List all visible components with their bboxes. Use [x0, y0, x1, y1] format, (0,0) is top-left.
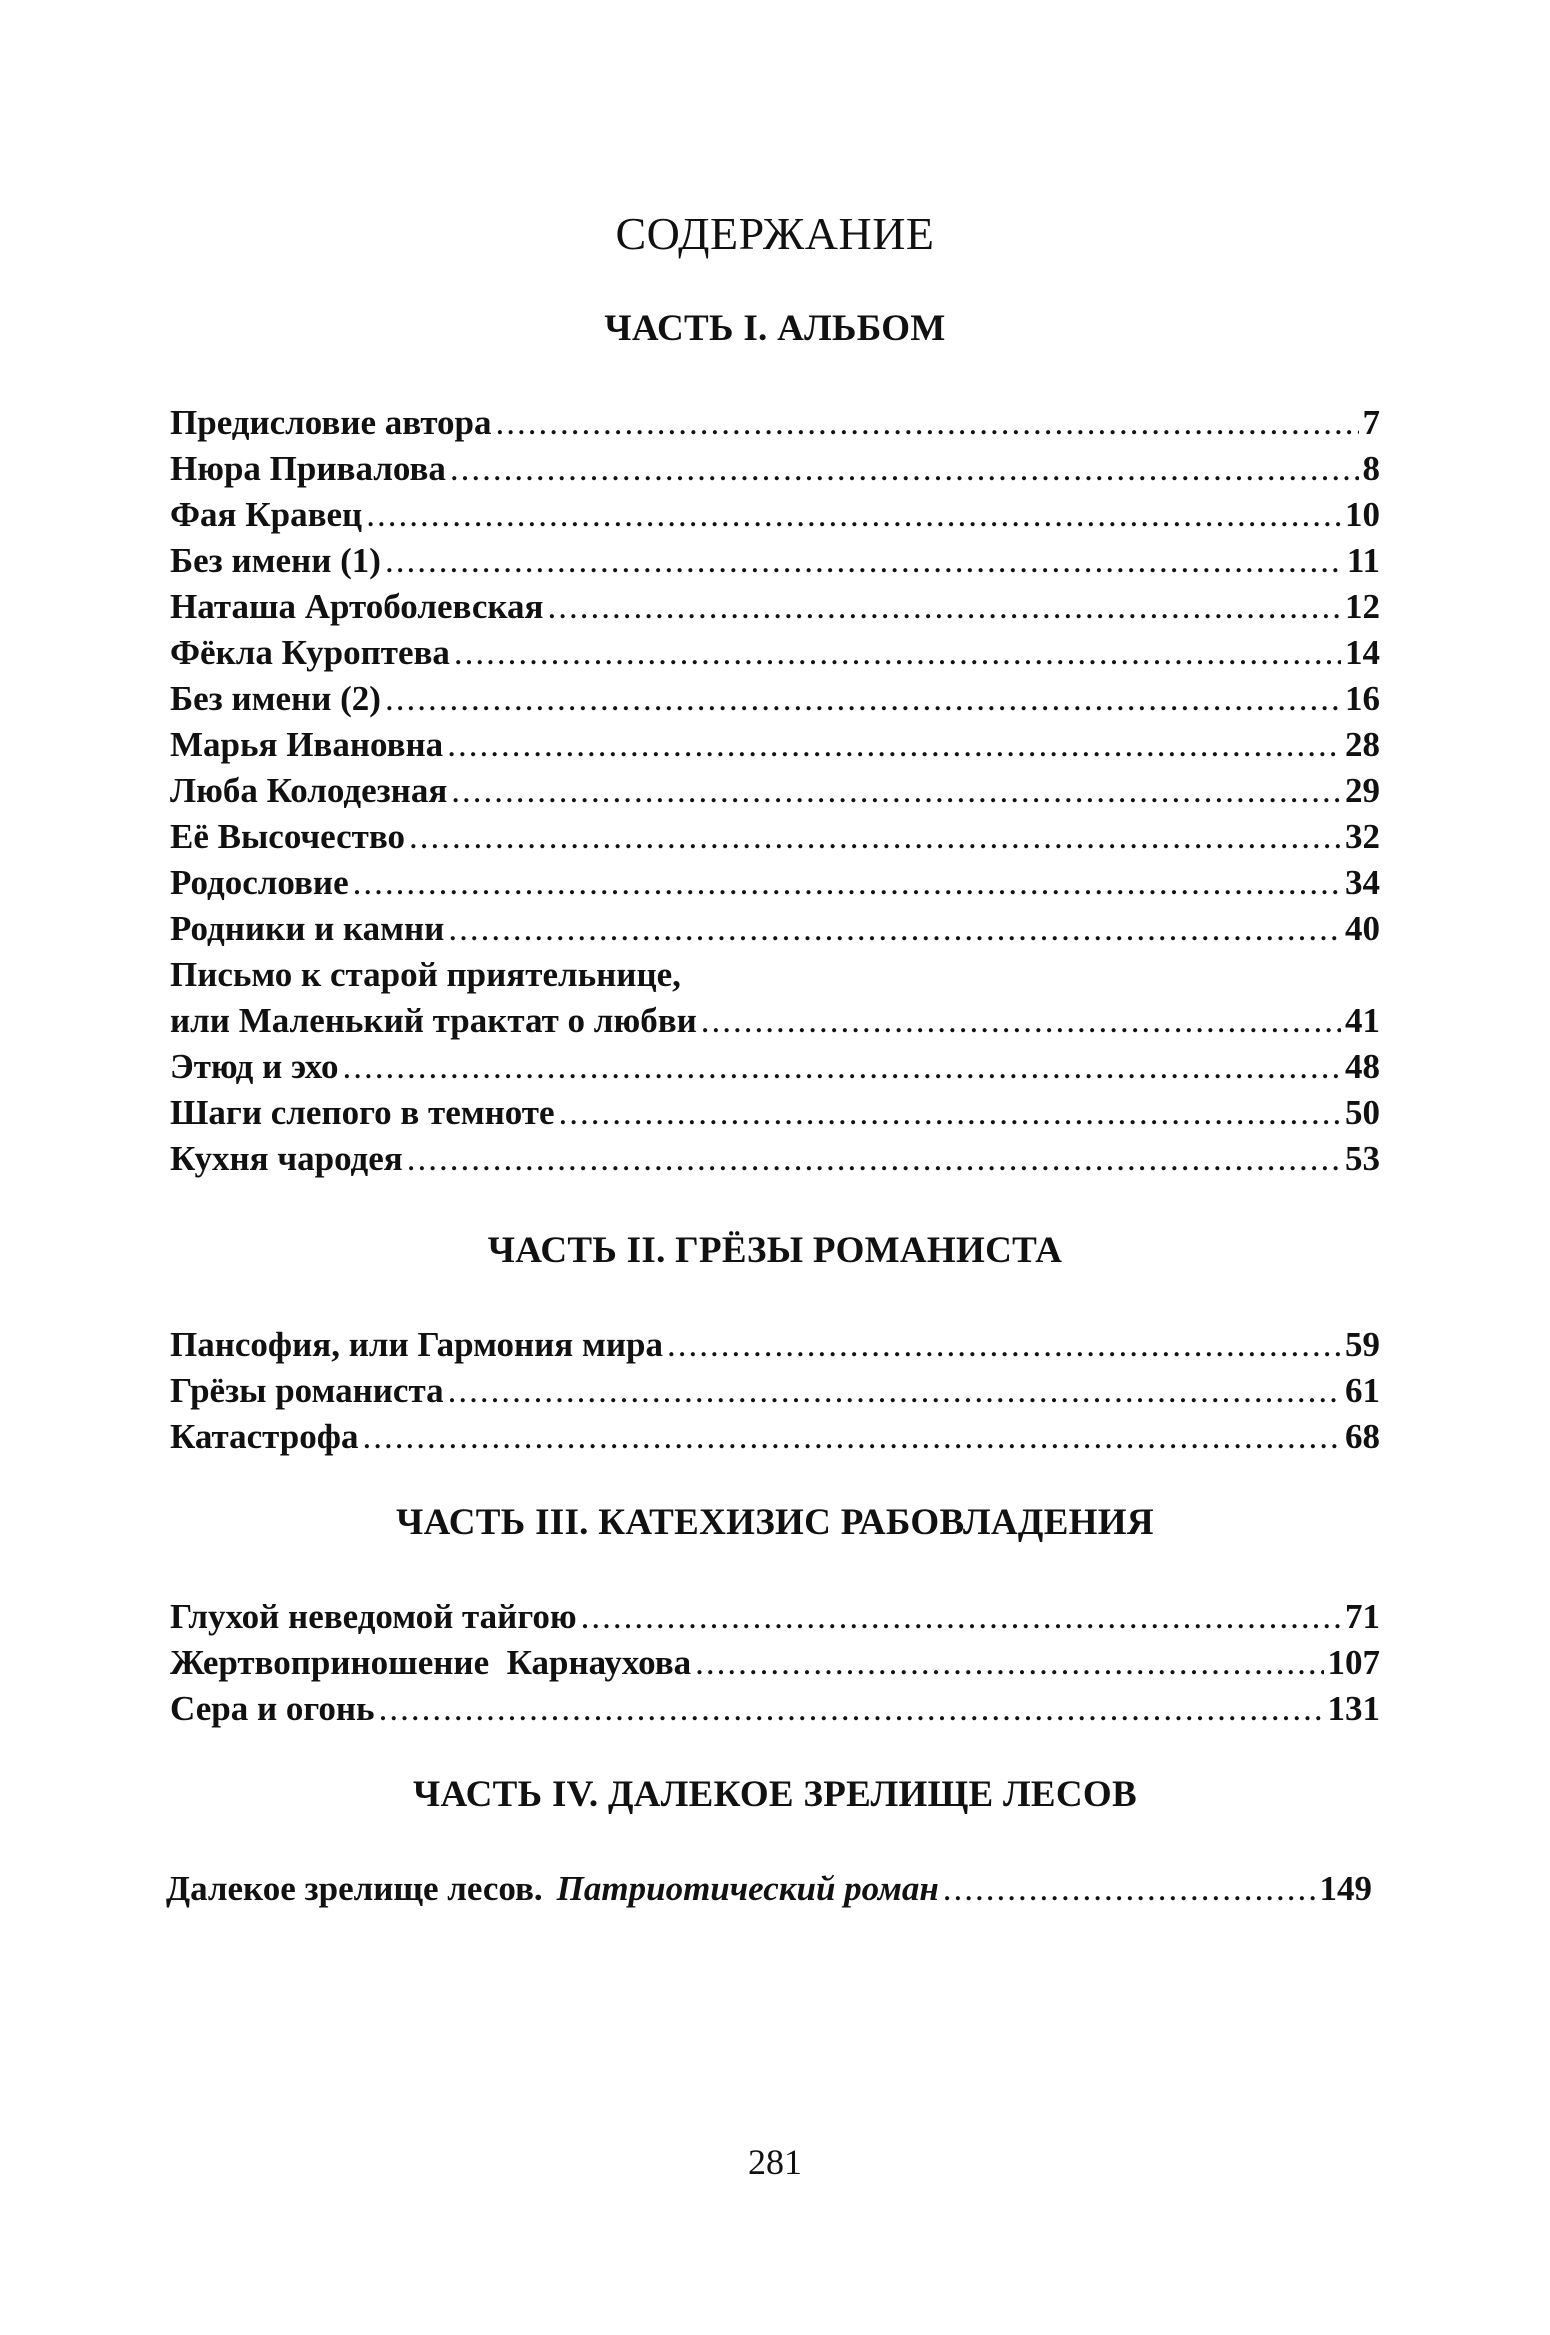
toc-entry-page: 32: [1345, 817, 1380, 856]
toc-entry: [170, 1090, 1380, 1136]
toc-entry: [170, 538, 1380, 584]
toc-entry-title: Марья Ивановна: [170, 725, 444, 764]
toc-entry-page: 12: [1345, 587, 1380, 626]
toc-entry-title: Грёзы романиста: [170, 1371, 444, 1410]
toc-entry: [170, 768, 1380, 814]
leader-dots: [943, 1866, 1316, 1912]
toc-entry: [170, 1136, 1380, 1182]
leader-dots: [448, 906, 1341, 952]
toc-entry: [170, 1594, 1380, 1640]
toc-entry: [170, 1322, 1380, 1368]
leader-dots: [407, 1136, 1341, 1182]
toc-entry-title: Люба Колодезная: [170, 771, 448, 810]
leader-dots: [379, 1686, 1324, 1732]
toc-entry-page: 8: [1362, 449, 1380, 488]
toc-entry-title: Нюра Привалова: [170, 449, 446, 488]
toc-entry-page: 10: [1345, 495, 1380, 534]
toc-entry-page: 68: [1345, 1417, 1380, 1456]
page-number: 281: [748, 2142, 802, 2182]
part-heading: ЧАСТЬ IV. ДАЛЕКОЕ ЗРЕЛИЩЕ ЛЕСОВ: [413, 1774, 1137, 1815]
toc-entry: [170, 906, 1380, 952]
toc-entry: [170, 1686, 1380, 1732]
toc-entry-title: Наташа Артоболевская: [170, 587, 544, 626]
toc-entry-title: Этюд и эхо: [170, 1047, 339, 1086]
toc-entry-title: Глухой неведомой тайгою: [170, 1597, 577, 1636]
toc-list-part-2: [170, 1322, 1380, 1460]
toc-entry-page: 71: [1345, 1597, 1380, 1636]
toc-entry-title: Сера и огонь: [170, 1689, 375, 1728]
toc-entry: [170, 860, 1380, 906]
leader-dots: [701, 998, 1341, 1044]
leader-dots: [451, 768, 1341, 814]
toc-entry-page: 50: [1345, 1093, 1380, 1132]
leader-dots: [385, 676, 1341, 722]
toc-entry: [166, 1866, 1372, 1912]
toc-entry-multiline: [170, 952, 1380, 1044]
toc-entry: [170, 814, 1380, 860]
toc-entry-page: 61: [1345, 1371, 1380, 1410]
toc-entry-title: Катастрофа: [170, 1417, 359, 1456]
leader-dots: [496, 400, 1359, 446]
toc-entry-title: Жертвоприношение Карнаухова: [170, 1643, 692, 1682]
toc-entry: [170, 630, 1380, 676]
leader-dots: [342, 1044, 1341, 1090]
toc-entry-page: 28: [1345, 725, 1380, 764]
toc-entry-page: 11: [1346, 541, 1380, 580]
toc-entry-title: Шаги слепого в темноте: [170, 1093, 555, 1132]
toc-entry-page: 48: [1345, 1047, 1380, 1086]
toc-entry: [170, 1414, 1380, 1460]
leader-dots: [366, 492, 1341, 538]
toc-entry: [170, 584, 1380, 630]
toc-entry-page: 34: [1345, 863, 1380, 902]
leader-dots: [667, 1322, 1341, 1368]
leader-dots: [450, 446, 1359, 492]
toc-entry-title: Родословие: [170, 863, 349, 902]
part-heading: ЧАСТЬ III. КАТЕХИЗИС РАБОВЛАДЕНИЯ: [396, 1502, 1154, 1543]
toc-entry-title: Фёкла Куроптева: [170, 633, 450, 672]
toc-entry: [170, 1368, 1380, 1414]
part-heading: ЧАСТЬ I. АЛЬБОМ: [604, 308, 946, 349]
toc-page-title: СОДЕРЖАНИЕ: [615, 208, 935, 259]
toc-entry: [170, 400, 1380, 446]
toc-entry: [170, 492, 1380, 538]
toc-entry: [170, 446, 1380, 492]
toc-entry-title: Пансофия, или Гармония мира: [170, 1325, 663, 1364]
toc-entry-page: 131: [1327, 1689, 1380, 1728]
toc-entry-title: Фая Кравец: [170, 495, 363, 534]
leader-dots: [448, 1368, 1341, 1414]
toc-entry-page: 40: [1345, 909, 1380, 948]
toc-entry-page: 16: [1345, 679, 1380, 718]
toc-entry-page: 14: [1345, 633, 1380, 672]
leader-dots: [353, 860, 1341, 906]
toc-entry-title-line-1: Письмо к старой приятельнице,: [170, 955, 681, 994]
toc-entry-subtitle: Патриотический роман: [556, 1869, 939, 1908]
leader-dots: [447, 722, 1341, 768]
leader-dots: [385, 538, 1343, 584]
toc-entry-title: Без имени (2): [170, 679, 381, 718]
toc-entry-page: 53: [1345, 1139, 1380, 1178]
part-heading: ЧАСТЬ II. ГРЁЗЫ РОМАНИСТА: [487, 1230, 1063, 1271]
toc-list-part-3: [170, 1594, 1380, 1732]
toc-entry-page: 29: [1345, 771, 1380, 810]
leader-dots: [454, 630, 1341, 676]
toc-entry: [170, 1044, 1380, 1090]
toc-entry-page: 7: [1362, 403, 1380, 442]
toc-entry: [170, 1640, 1380, 1686]
toc-entry-title-block: [170, 952, 697, 1044]
leader-dots: [581, 1594, 1341, 1640]
leader-dots: [695, 1640, 1323, 1686]
leader-dots: [362, 1414, 1341, 1460]
leader-dots: [559, 1090, 1341, 1136]
toc-entry: [170, 676, 1380, 722]
toc-entry-page: 149: [1319, 1869, 1372, 1908]
toc-entry-title: Далекое зрелище лесов.: [166, 1869, 543, 1908]
toc-entry-title: Кухня чародея: [170, 1139, 403, 1178]
toc-entry-title-line-2: или Маленький трактат о любви: [170, 1001, 697, 1040]
toc-entry-title: Её Высочество: [170, 817, 406, 856]
toc-entry-title: Родники и камни: [170, 909, 445, 948]
toc-list-part-1: [170, 400, 1380, 1182]
toc-entry-title: Без имени (1): [170, 541, 381, 580]
toc-entry-page: 59: [1345, 1325, 1380, 1364]
toc-entry-title: Предисловие автора: [170, 403, 492, 442]
leader-dots: [409, 814, 1341, 860]
leader-dots: [547, 584, 1341, 630]
toc-entry-page: 41: [1345, 1001, 1380, 1040]
toc-list-part-4: [166, 1866, 1372, 1912]
toc-entry-page: 107: [1327, 1643, 1380, 1682]
toc-entry: [170, 722, 1380, 768]
